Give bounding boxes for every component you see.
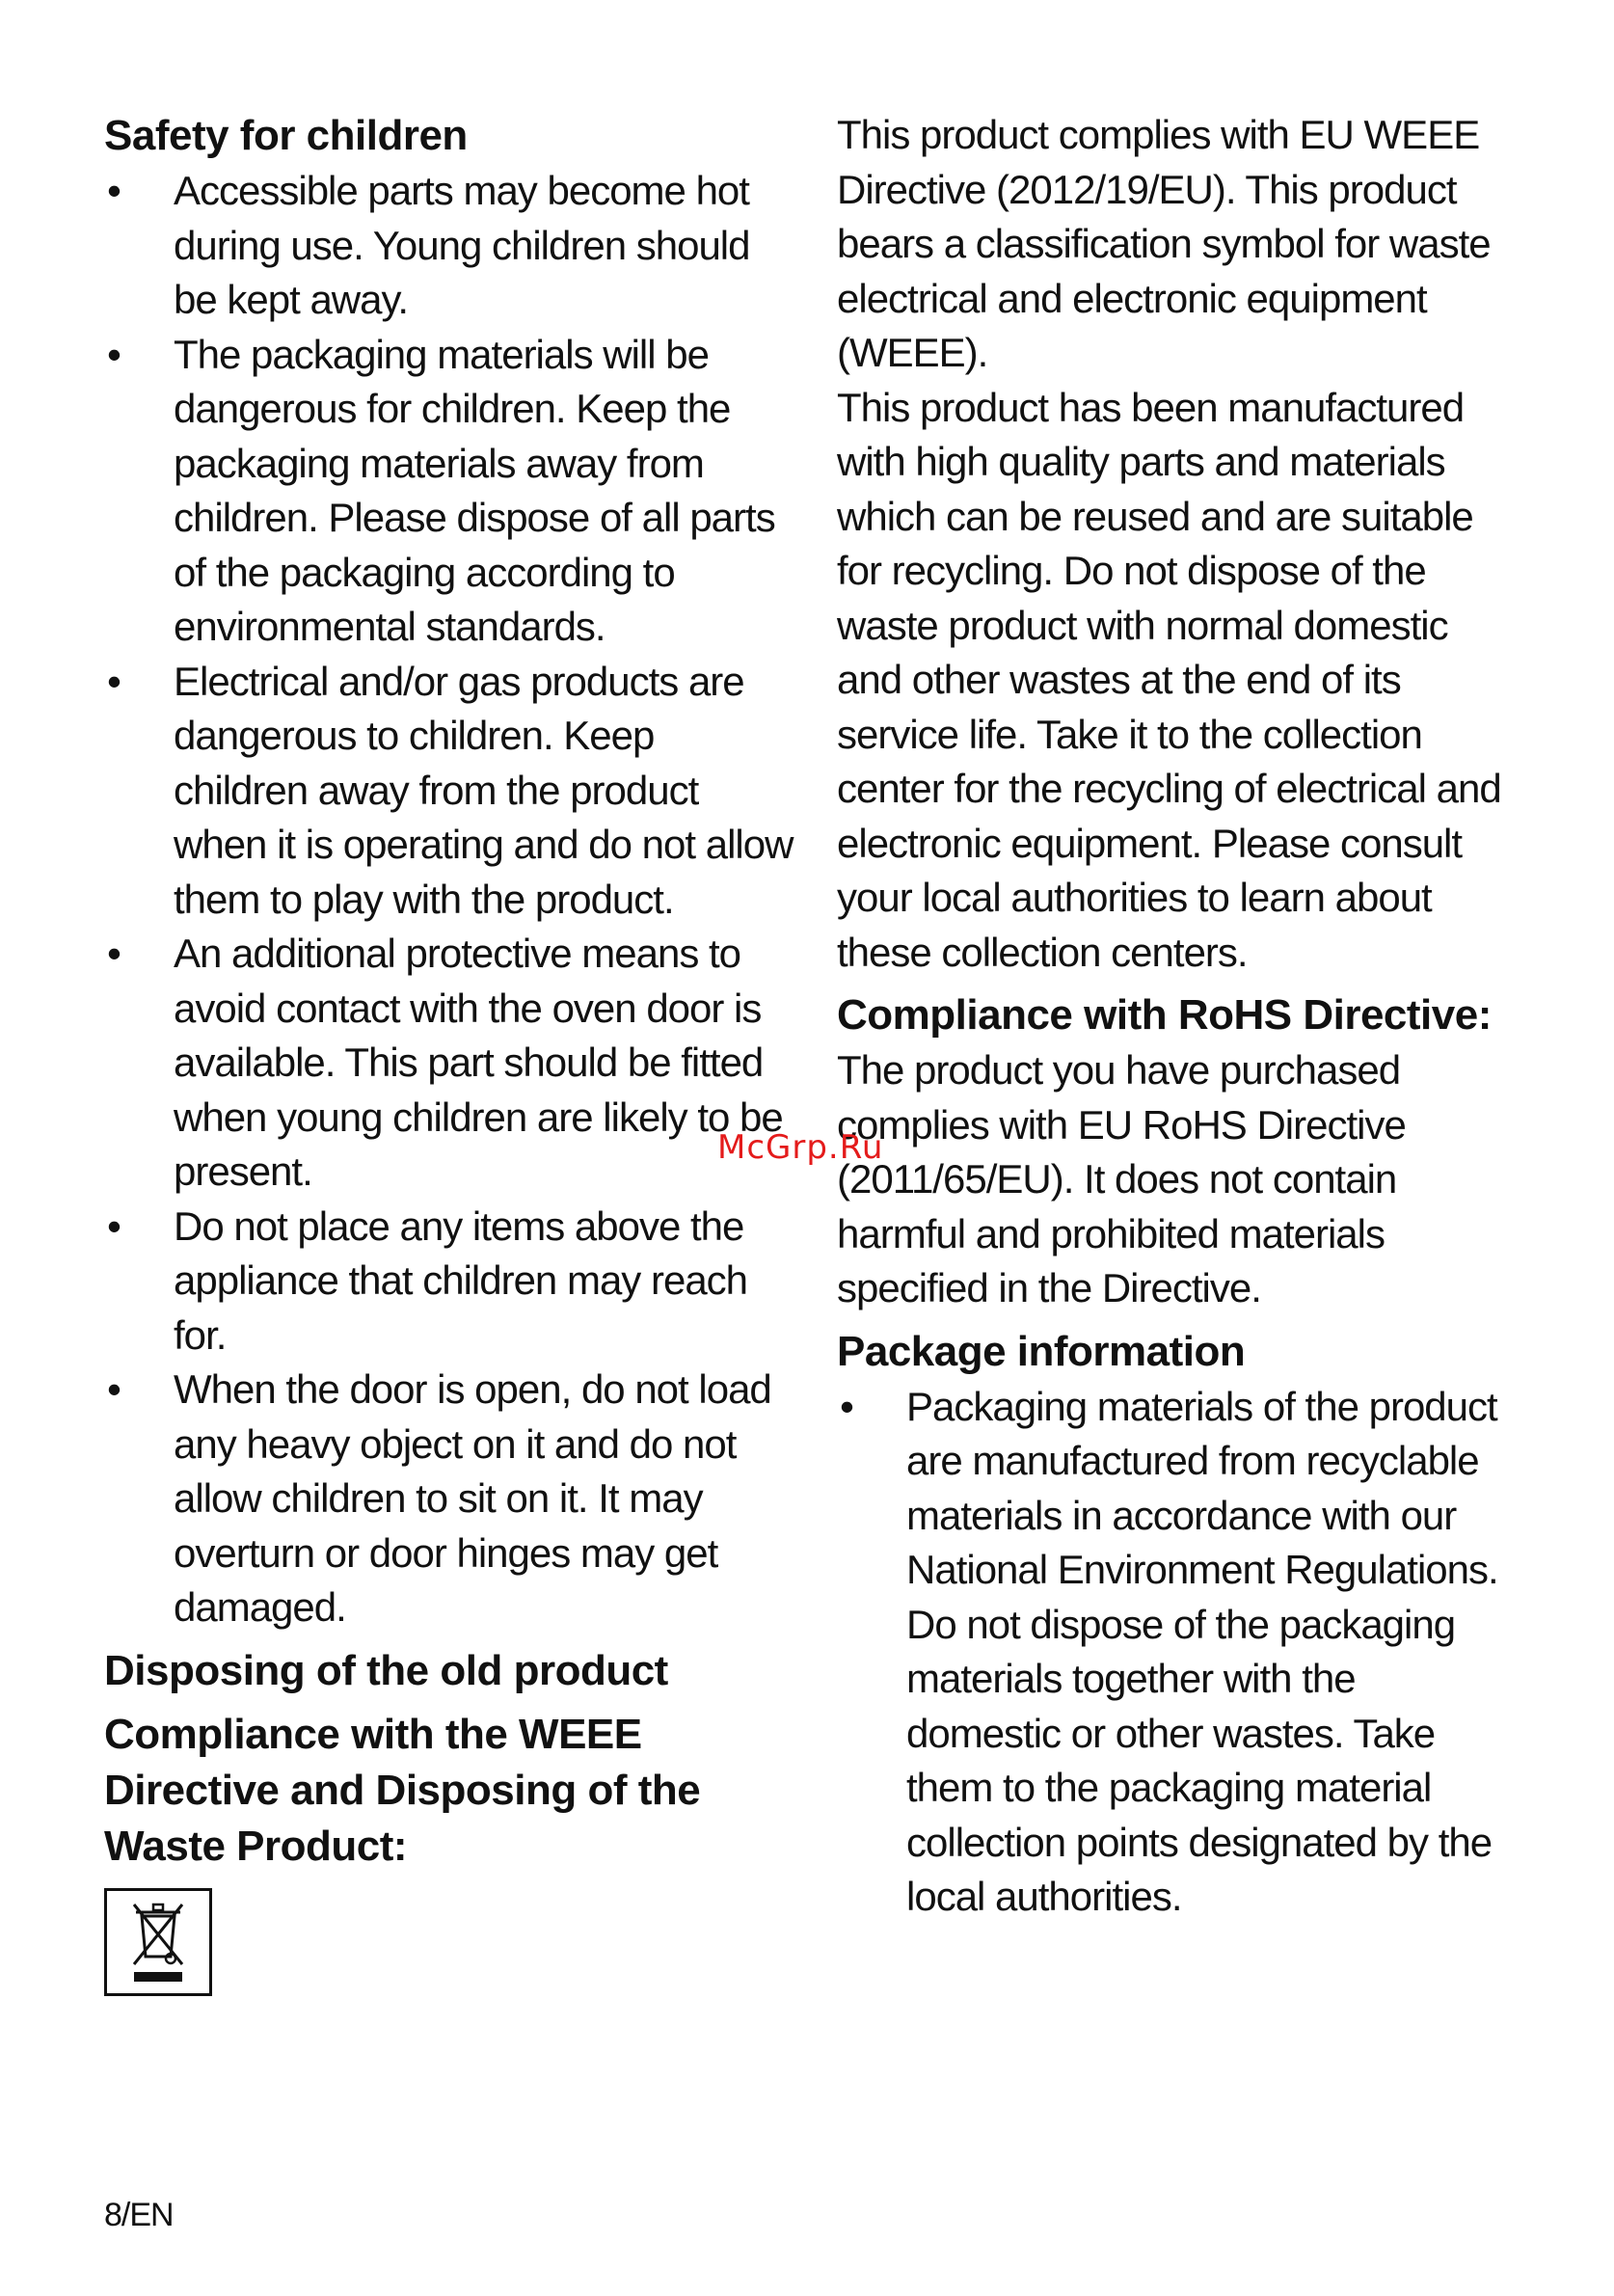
bullet-icon: • [107,658,121,704]
rohs-heading: Compliance with RoHS Directive: [837,991,1492,1039]
list-item: • When the door is open, do not load any heavy object on it and do not allow children to sit on it. It may overturn or door hinges may get damaged. [104,1363,798,1635]
safety-bullet-list [104,164,798,1635]
crossed-out-wheelie-bin-icon [104,1888,212,1996]
weee-paragraph-1: This product complies with EU WEEE Directive (2012/19/EU). This product bears a classification symbol for waste electrical and electronic equipment (WEEE). [837,112,1491,375]
left-column [104,108,798,1996]
weee-heading: Compliance with the WEEE Directive and Disposing of the Waste Product: [104,1710,701,1870]
disposing-heading: Disposing of the old product [104,1646,668,1694]
bullet-icon: • [107,331,121,377]
package-bullet-list [837,1380,1512,1925]
right-column [837,108,1512,1925]
package-heading: Package information [837,1327,1246,1375]
page-number: 8/EN [104,2197,174,2233]
list-item: • Electrical and/or gas products are dangerous to children. Keep children away from the product when it is operating and do not allow them to play with the product. [104,655,798,928]
bullet-icon: • [107,168,121,213]
list-item: • Do not place any items above the appliance that children may reach for. [104,1200,798,1364]
list-item: • The packaging materials will be dangerous for children. Keep the packaging materials away from children. Please dispose of all parts of the packaging according to environmental standards. [104,328,798,655]
safety-heading: Safety for children [104,112,468,159]
list-item: • An additional protective means to avoid contact with the oven door is available. This part should be fitted when young children are likely to be present. [104,927,798,1200]
watermark: McGrp.Ru [717,1128,884,1167]
bullet-icon: • [107,931,121,976]
bullet-icon: • [107,1366,121,1412]
list-item: • Accessible parts may become hot during use. Young children should be kept away. [104,164,798,328]
bullet-icon: • [107,1202,121,1249]
rohs-paragraph: The product you have purchased complies with EU RoHS Directive (2011/65/EU). It does not contain harmful and prohibited materials specified in the Directive. [837,1047,1406,1310]
list-item: • Packaging materials of the product are manufactured from recyclable materials in accordance with our National Environment Regulations. Do not dispose of the packaging materials together with the domestic or other wastes. Take them to the packaging material collection points designated by the local authorities. [837,1380,1512,1925]
weee-paragraph-2: This product has been manufactured with high quality parts and materials which can be reused and are suitable for recycling. Do not dispose of the waste product with normal domestic and other wastes at the end of its service life. Take it to the collection center for the recycling of electrical and electronic equipment. Please consult your local authorities to learn about these collection centers. [837,384,1501,975]
bullet-icon: • [840,1383,853,1429]
